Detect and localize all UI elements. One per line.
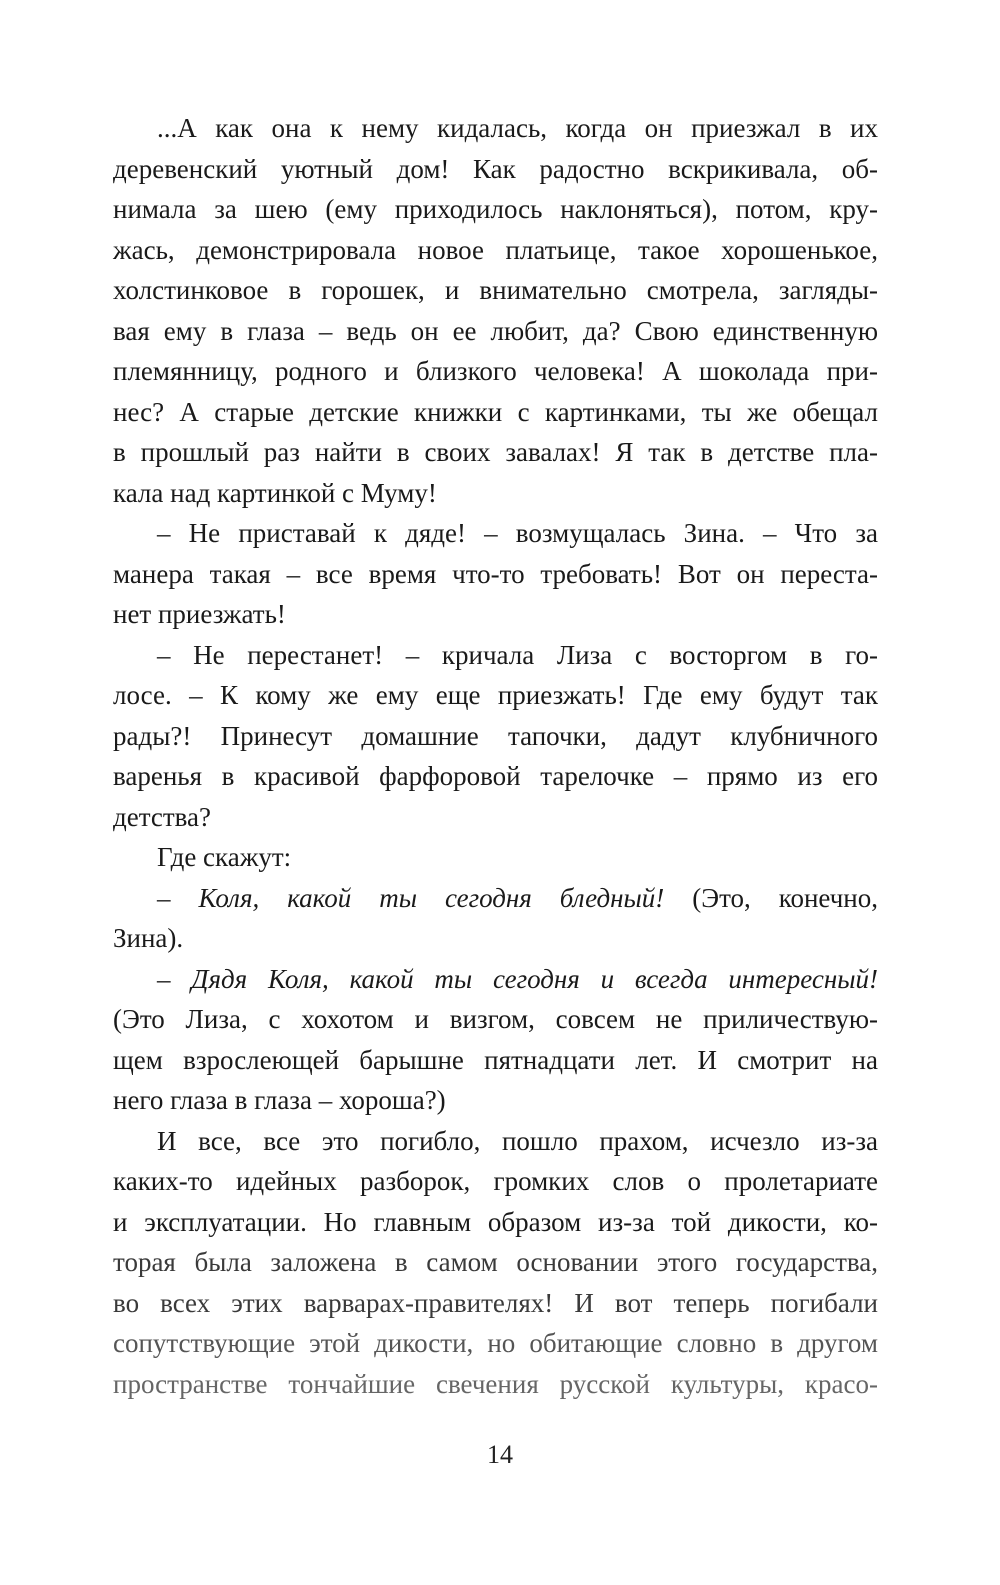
text-line: детства? [113, 801, 211, 832]
text-line: ...А как она к нему кидалась, когда он приезжал в их [157, 113, 878, 143]
italic-speech: Коля, какой ты сегодня бледный! [198, 882, 665, 913]
dash: – [157, 963, 171, 994]
text-line-mixed [113, 959, 878, 1000]
narration: (Это, конечно, [692, 882, 878, 913]
text-line: и эксплуатации. Но главным образом из-за той дикости, ко- [113, 1206, 878, 1237]
text-line: холстинковое в горошек, и внимательно смотрела, загляды- [113, 275, 878, 305]
text-line: жась, демонстрировала новое платьице, такое хорошенькое, [113, 234, 878, 265]
text-line: кала над картинкой с Муму! [113, 477, 437, 508]
text-line: рады?! Принесут домашние тапочки, дадут клубничного [113, 720, 878, 751]
text-line: – Не приставай к дяде! – возмущалась Зина. – Что за [157, 518, 878, 548]
text-line-mixed [113, 878, 878, 919]
text-line: нес? А старые детские книжки с картинками, ты же обещал [113, 396, 878, 427]
text-line: щем взрослеющей барышне пятнадцати лет. И смотрит на [113, 1044, 878, 1075]
text-line: него глаза в глаза – хороша?) [113, 1085, 446, 1115]
text-line: манера такая – все время что-то требовать! Вот он переста- [113, 558, 878, 589]
text-line: вая ему в глаза – ведь он ее любит, да? Свою единственную [113, 315, 878, 346]
text-line: нет приезжать! [113, 599, 286, 629]
text-line: нимала за шею (ему приходилось наклоняться), потом, кру- [113, 194, 878, 224]
text-line: каких-то идейных разборок, громких слов о пролетариате [113, 1166, 878, 1196]
text-line: сопутствующие этой дикости, но обитающие словно в другом [113, 1328, 878, 1358]
text-line: Где скажут: [157, 842, 292, 872]
text-line: племянницу, родного и близкого человека! А шоколада при- [113, 356, 878, 386]
text-line: (Это Лиза, с хохотом и визгом, совсем не приличествую- [113, 1004, 878, 1034]
text-line: Зина). [113, 923, 184, 953]
italic-speech: Дядя Коля, какой ты сегодня и всегда интересный! [191, 963, 879, 994]
text-line: торая была заложена в самом основании этого государства, [113, 1247, 878, 1277]
dash: – [157, 882, 171, 913]
text-line: деревенский уютный дом! Как радостно вскрикивала, об- [113, 153, 878, 184]
text-line: варенья в красивой фарфоровой тарелочке – прямо из его [113, 761, 878, 791]
text-line: лосе. – К кому же ему еще приезжать! Где ему будут так [113, 680, 878, 710]
page-number: 14 [487, 1440, 513, 1469]
book-page-text [113, 108, 878, 1404]
text-line: во всех этих варварах-правителях! И вот теперь погибали [113, 1287, 878, 1318]
text-line: пространстве тончайшие свечения русской культуры, красо- [113, 1368, 878, 1399]
text-line: – Не перестанет! – кричала Лиза с восторгом в го- [157, 639, 878, 670]
text-line: в прошлый раз найти в своих завалах! Я так в детстве пла- [113, 437, 878, 467]
text-line: И все, все это погибло, пошло прахом, исчезло из-за [157, 1125, 878, 1156]
